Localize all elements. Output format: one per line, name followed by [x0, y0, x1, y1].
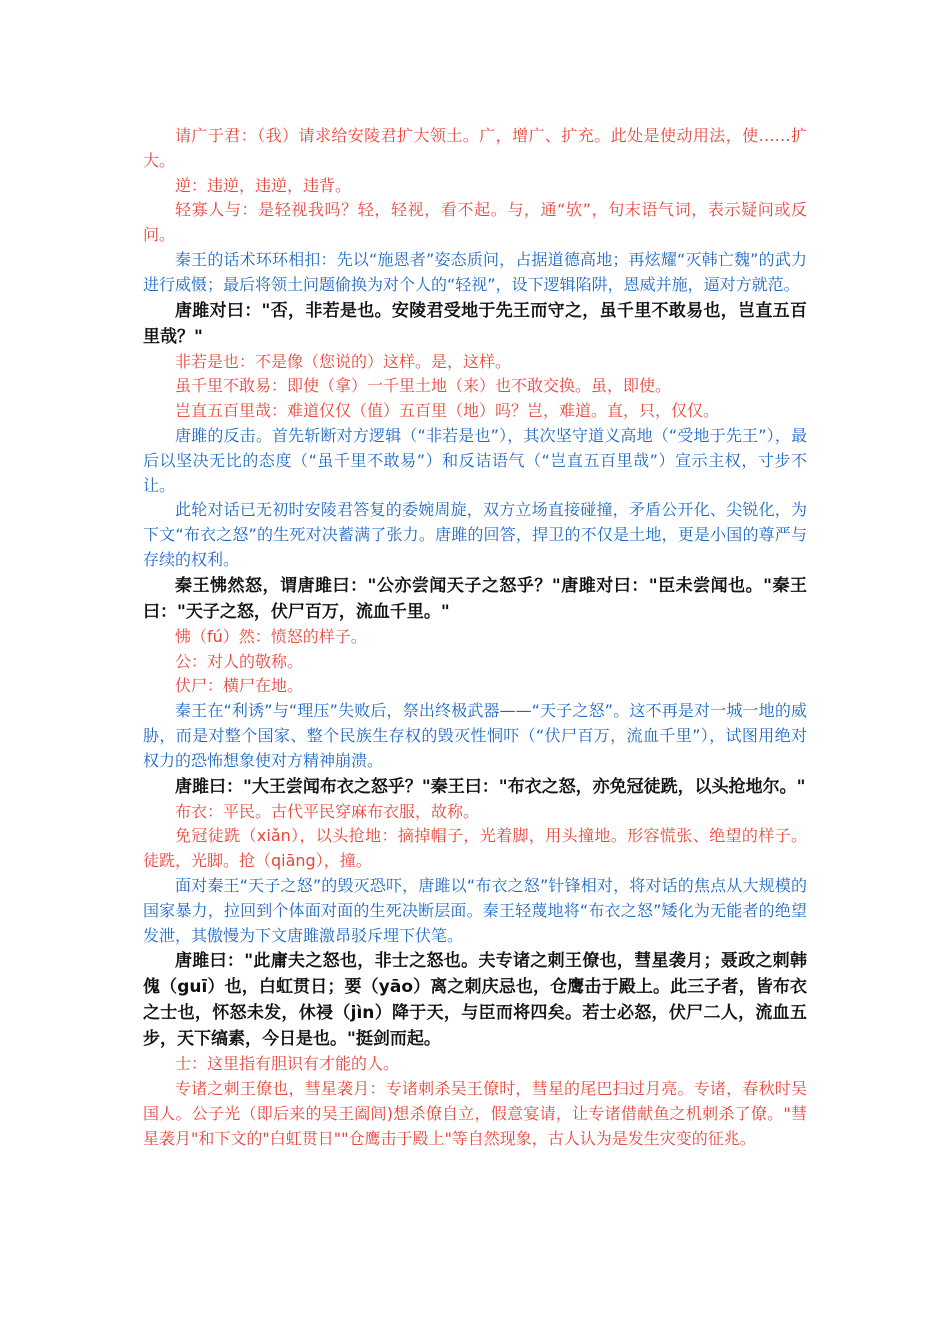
- source-text-paragraph: 唐雎对曰："否，非若是也。安陵君受地于先王而守之，虽千里不敢易也，岂直五百里哉？": [143, 300, 807, 347]
- annotation-paragraph: 专诸之刺王僚也，彗星袭月：专诸刺杀吴王僚时，彗星的尾巴扫过月亮。专诸，春秋时吴国人。公子光（即后来的吴王阖闾)想杀僚自立，假意宴请，让专诸借献鱼之机刺杀了僚。"彗星袭月"和下文的"白虹贯日""仓鹰击于殿上"等自然现象，古人认为是发生灾变的征兆。: [143, 1079, 807, 1148]
- source-text-paragraph: 秦王怫然怒，谓唐雎曰："公亦尝闻天子之怒乎？"唐雎对曰："臣未尝闻也。"秦王曰："天子之怒，伏尸百万，流血千里。": [143, 575, 807, 622]
- annotation-paragraph: 岂直五百里哉：难道仅仅（值）五百里（地）吗？岂，难道。直，只，仅仅。: [175, 401, 720, 421]
- annotation-paragraph: 请广于君：（我）请求给安陵君扩大领土。广，增广、扩充。此处是使动用法，使……扩大。: [143, 126, 807, 170]
- annotation-paragraph: 伏尸：横尸在地。: [175, 676, 304, 696]
- analysis-paragraph: 秦王在“利诱”与“理压”失败后，祭出终极武器——“天子之怒”。这不再是对一城一地的威胁，而是对整个国家、整个民族生存权的毁灭性恫吓（“伏尸百万，流血千里”），试图用绝对权力的恐怖想象使对方精神崩溃。: [143, 701, 807, 770]
- annotation-paragraph: 士：这里指有胆识有才能的人。: [175, 1054, 400, 1074]
- source-text-paragraph: 唐雎曰："此庸夫之怒也，非士之怒也。夫专诸之刺王僚也，彗星袭月；聂政之刺韩傀（guī）也，白虹贯日；要（yāo）离之刺庆忌也，仓鹰击于殿上。此三子者，皆布衣之士也，怀怒未发，休祲（jìn）降于天，与臣而将四矣。若士必怒，伏尸二人，流血五步，天下缟素，今日是也。"挺剑而起。: [143, 951, 807, 1050]
- analysis-paragraph: 唐雎的反击。首先斩断对方逻辑（“非若是也”），其次坚守道义高地（“受地于先王”），最后以坚决无比的态度（“虽千里不敢易”）和反诘语气（“岂直五百里哉”）宣示主权，寸步不让。: [143, 425, 807, 495]
- annotation-paragraph: 公：对人的敬称。: [175, 651, 304, 671]
- annotation-paragraph: 非若是也：不是像（您说的）这样。是，这样。: [175, 351, 512, 371]
- analysis-paragraph: 面对秦王“天子之怒”的毁灭恐吓，唐雎以“布衣之怒”针锋相对，将对话的焦点从大规模的国家暴力，拉回到个体面对面的生死决断层面。秦王轻蔑地将“布衣之怒”矮化为无能者的绝望发泄，其傲慢为下文唐雎激昂驳斥埋下伏笔。: [143, 875, 807, 945]
- annotation-paragraph: 免冠徒跣（xiǎn），以头抢地：摘掉帽子，光着脚，用头撞地。形容慌张、绝望的样子。徒跣，光脚。抢（qiāng），撞。: [143, 826, 807, 871]
- source-text-paragraph: 唐雎曰："大王尝闻布衣之怒乎？"秦王曰："布衣之怒，亦免冠徒跣，以头抢地尔。": [175, 776, 806, 797]
- analysis-paragraph: 秦王的话术环环相扣：先以“施恩者”姿态质问，占据道德高地；再炫耀“灭韩亡魏”的武力进行威慑；最后将领土问题偷换为对个人的“轻视”，设下逻辑陷阱，恩威并施，逼对方就范。: [143, 249, 807, 294]
- annotation-paragraph: 轻寡人与：是轻视我吗？轻，轻视，看不起。与，通“欤”，句末语气词，表示疑问或反问。: [143, 200, 807, 245]
- annotation-paragraph: 逆：违逆，违逆，违背。: [175, 175, 352, 195]
- annotation-paragraph: 怫（fú）然：愤怒的样子。: [175, 626, 367, 646]
- annotation-paragraph: 虽千里不敢易：即使（拿）一千里土地（来）也不敢交换。虽，即使。: [175, 376, 672, 396]
- document-page: [143, 124, 807, 1152]
- annotation-paragraph: 布衣：平民。古代平民穿麻布衣服，故称。: [175, 801, 480, 821]
- analysis-paragraph: 此轮对话已无初时安陵君答复的委婉周旋，双方立场直接碰撞，矛盾公开化、尖锐化，为下文“布衣之怒”的生死对决蓄满了张力。唐雎的回答，捍卫的不仅是土地，更是小国的尊严与存续的权利。: [143, 500, 807, 569]
